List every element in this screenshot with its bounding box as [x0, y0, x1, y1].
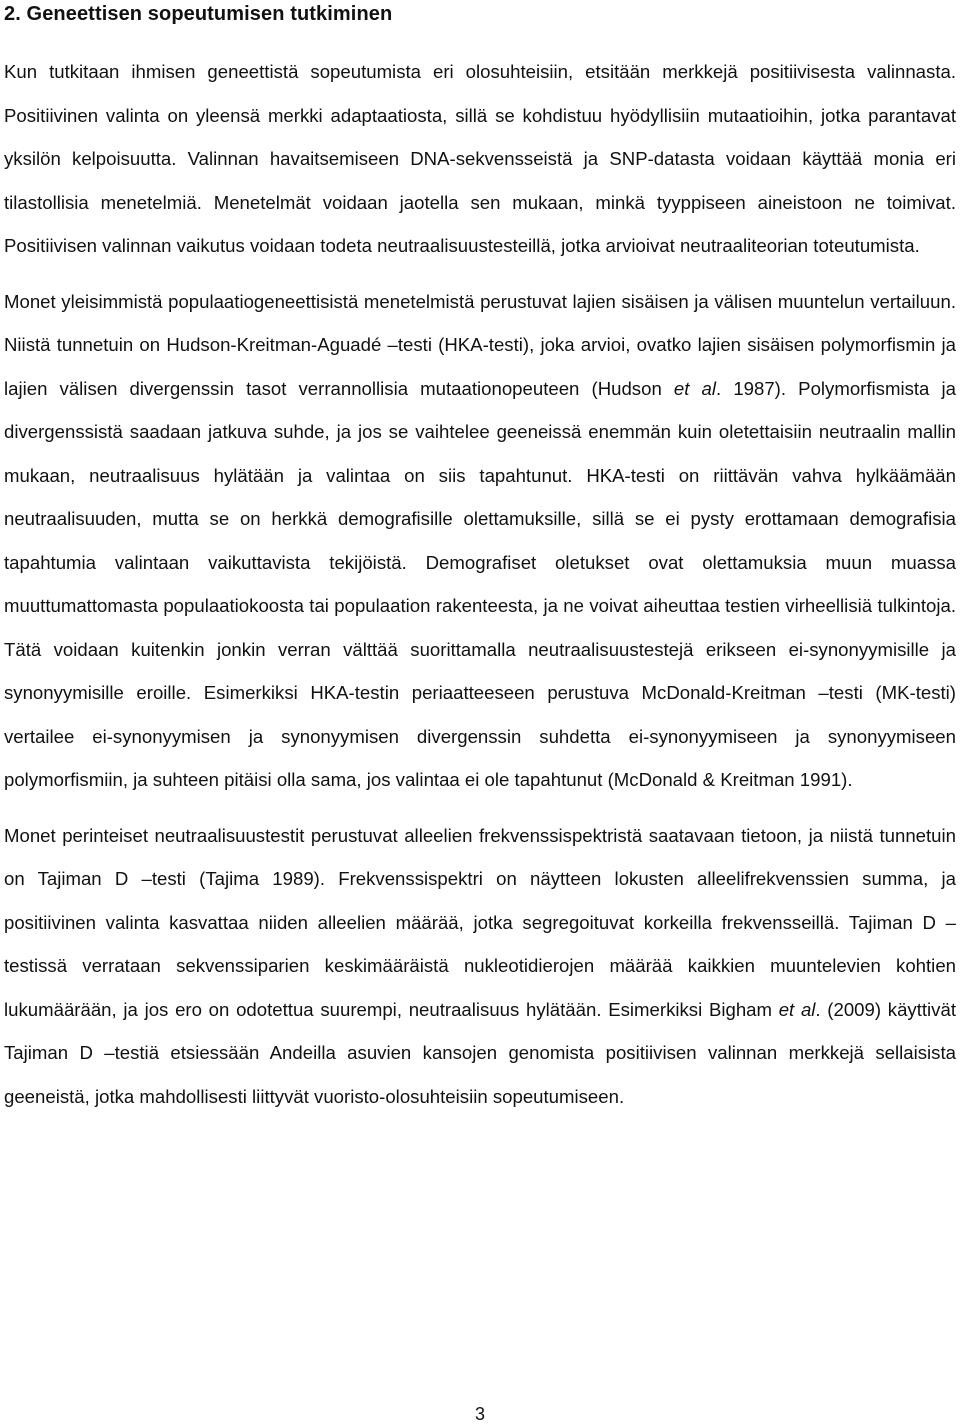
paragraph-text: . (2009) käyttivät Tajiman D –testiä etsiessään Andeilla asuvien kansojen genomista positiivisen valinnan merkkejä sellaisista geeneistä, jotka mahdollisesti liittyvät vuoristo-olosuhteisiin sopeutumiseen. [4, 998, 956, 1107]
paragraph-text: . 1987). Polymorfismista ja divergenssistä saadaan jatkuva suhde, ja jos se vaihtelee geeneissä enemmän kuin oletettaisiin neutraalin mallin mukaan, neutraalisuus hylätään ja valintaa on siis tapahtunut. HKA-testi on riittävän vahva hylkäämään neutraalisuuden, mutta se on herkkä demografisille olettamuksille, sillä se ei pysty erottamaan demografisia tapahtumia valintaan vaikuttavista tekijöistä. Demografiset oletukset ovat olettamuksia muun muassa muuttumattomasta populaatiokoosta tai populaation rakenteesta, ja ne voivat aiheuttaa testien virheellisiä tulkintoja. Tätä voidaan kuitenkin jonkin verran välttää suorittamalla neutraalisuustestejä erikseen ei-synonyymisille ja synonyymisille eroille. Esimerkiksi HKA-testin periaatteeseen perustuva McDonald-Kreitman –testi (MK-testi) vertailee ei-synonyymisen ja synonyymisen divergenssin suhdetta ei-synonyymiseen ja synonyymiseen polymorfismiin, ja suhteen pitäisi olla sama, jos valintaa ei ole tapahtunut (McDonald & Kreitman 1991). [4, 377, 956, 790]
italic-citation: et al [778, 998, 816, 1020]
paragraph-3 [4, 814, 956, 1119]
italic-citation: et al [673, 377, 717, 399]
page-number: 3 [474, 1404, 485, 1424]
paragraph-1 [4, 50, 956, 268]
paragraph-text: Kun tutkitaan ihmisen geneettistä sopeutumista eri olosuhteisiin, etsitään merkkejä positiivisesta valinnasta. Positiivinen valinta on yleensä merkki adaptaatiosta, sillä se kohdistuu hyödyllisiin mutaatioihin, jotka parantavat yksilön kelpoisuutta. Valinnan havaitsemiseen DNA-sekvensseistä ja SNP-datasta voidaan käyttää monia eri tilastollisia menetelmiä. Menetelmät voidaan jaotella sen mukaan, minkä tyyppiseen aineistoon ne toimivat. Positiivisen valinnan vaikutus voidaan todeta neutraalisuustesteillä, jotka arvioivat neutraaliteorian toteutumista. [4, 61, 956, 256]
section-heading: 2. Geneettisen sopeutumisen tutkiminen [4, 3, 393, 25]
paragraph-2 [4, 280, 956, 802]
paragraph-text: Monet perinteiset neutraalisuustestit perustuvat alleelien frekvenssispektristä saatavaan tietoon, ja niistä tunnetuin on Tajiman D –testi (Tajima 1989). Frekvenssispektri on näytteen lokusten alleelifrekvenssien summa, ja positiivinen valinta kasvattaa niiden alleelien määrää, jotka segregoituvat korkeilla frekvensseillä. Tajiman D –testissä verrataan sekvenssiparien keskimääräistä nukleotidierojen määrää kaikkien muuntelevien kohtien lukumäärään, ja jos ero on odotettua suurempi, neutraalisuus hylätään. Esimerkiksi Bigham [4, 824, 956, 1020]
paragraph-text: Monet yleisimmistä populaatiogeneettisistä menetelmistä perustuvat lajien sisäisen ja välisen muuntelun vertailuun. Niistä tunnetuin on Hudson-Kreitman-Aguadé –testi (HKA-testi), joka arvioi, ovatko lajien sisäisen polymorfismin ja lajien välisen divergenssin tasot verrannollisia mutaationopeuteen (Hudson [4, 290, 956, 399]
document-page [4, 0, 956, 1425]
